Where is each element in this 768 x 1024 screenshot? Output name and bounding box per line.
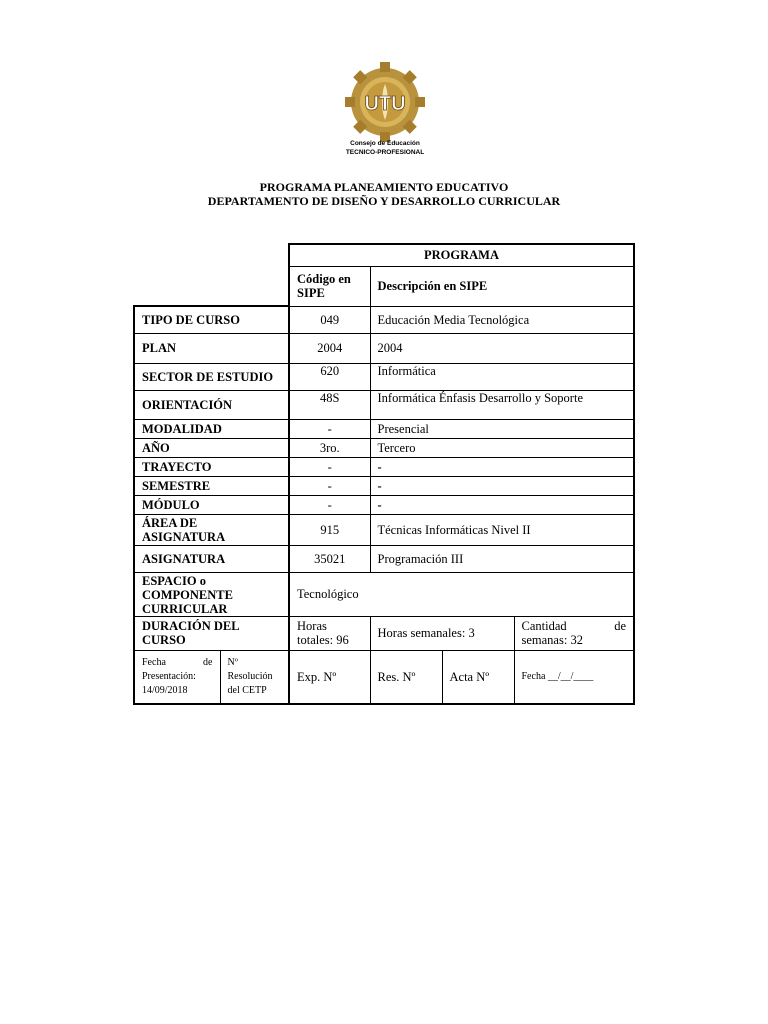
row-codigo: 35021	[289, 545, 370, 572]
fecha-presentacion: Fecha de Presentación: 14/09/2018	[134, 650, 220, 704]
table-title: PROGRAMA	[289, 244, 634, 266]
row-codigo: 915	[289, 514, 370, 545]
row-label: TRAYECTO	[134, 457, 289, 476]
row-descripcion: Presencial	[370, 419, 634, 438]
row-descripcion: Informática Énfasis Desarrollo y Soporte	[370, 390, 634, 419]
logo-caption-1: Consejo de Educación	[350, 140, 420, 147]
row-descripcion: -	[370, 457, 634, 476]
row-label: SEMESTRE	[134, 476, 289, 495]
header-line-1: PROGRAMA PLANEAMIENTO EDUCATIVO	[259, 180, 509, 194]
row-descripcion: -	[370, 495, 634, 514]
row-descripcion: Educación Media Tecnológica	[370, 306, 634, 333]
row-codigo: 620	[289, 363, 370, 390]
res-numero: Res. Nº	[370, 650, 442, 704]
row-label: MÓDULO	[134, 495, 289, 514]
row-label: SECTOR DE ESTUDIO	[134, 363, 289, 390]
row-label: PLAN	[134, 333, 289, 363]
resolucion-cetp: Nº Resolución del CETP	[220, 650, 289, 704]
row-label: TIPO DE CURSO	[134, 306, 289, 333]
acta-numero: Acta Nº	[442, 650, 514, 704]
espacio-label: ESPACIO o COMPONENTE CURRICULAR	[134, 572, 289, 616]
row-descripcion: Tercero	[370, 438, 634, 457]
row-codigo: 049	[289, 306, 370, 333]
row-codigo: -	[289, 495, 370, 514]
exp-numero: Exp. Nº	[289, 650, 370, 704]
row-codigo: 3ro.	[289, 438, 370, 457]
fecha-blank: Fecha __/__/____	[514, 650, 634, 704]
row-codigo: -	[289, 476, 370, 495]
cantidad-semanas: Cantidad de semanas: 32	[514, 616, 634, 650]
duracion-label: DURACIÓN DEL CURSO	[134, 616, 289, 650]
row-codigo: -	[289, 419, 370, 438]
header-line-2: DEPARTAMENTO DE DISEÑO Y DESARROLLO CURRICULAR	[207, 194, 561, 208]
row-label: ORIENTACIÓN	[134, 390, 289, 419]
row-descripcion: Informática	[370, 363, 634, 390]
horas-totales: Horas totales: 96	[289, 616, 370, 650]
row-codigo: 2004	[289, 333, 370, 363]
row-descripcion: -	[370, 476, 634, 495]
row-codigo: 48S	[289, 390, 370, 419]
program-table	[133, 243, 635, 705]
logo-letters: UTU	[364, 93, 406, 115]
horas-semanales: Horas semanales: 3	[370, 616, 514, 650]
row-label: MODALIDAD	[134, 419, 289, 438]
row-descripcion: Técnicas Informáticas Nivel II	[370, 514, 634, 545]
col-header-descripcion: Descripción en SIPE	[370, 266, 634, 306]
row-descripcion: Programación III	[370, 545, 634, 572]
col-header-codigo: Código en SIPE	[289, 266, 370, 306]
row-codigo: -	[289, 457, 370, 476]
utu-logo	[343, 60, 427, 160]
espacio-value: Tecnológico	[289, 572, 634, 616]
logo-caption-2: TECNICO-PROFESIONAL	[345, 149, 425, 156]
row-label: ÁREA DE ASIGNATURA	[134, 514, 289, 545]
row-descripcion: 2004	[370, 333, 634, 363]
row-label: ASIGNATURA	[134, 545, 289, 572]
row-label: AÑO	[134, 438, 289, 457]
